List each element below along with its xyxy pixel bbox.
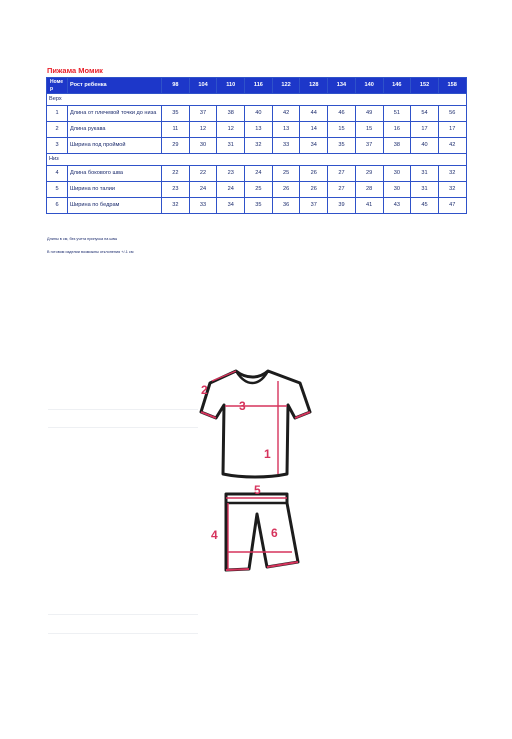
header-height: Рост ребенка xyxy=(68,78,162,94)
header-size: 158 xyxy=(438,78,466,94)
table-cell: 24 xyxy=(217,182,245,198)
table-cell: 46 xyxy=(328,106,356,122)
table-cell: 34 xyxy=(217,198,245,214)
row-number: 1 xyxy=(47,106,68,122)
table-cell: 11 xyxy=(162,122,190,138)
header-size: 122 xyxy=(272,78,300,94)
section-name: Верх xyxy=(47,94,467,106)
table-cell: 15 xyxy=(355,122,383,138)
table-cell: 51 xyxy=(383,106,411,122)
header-size: 152 xyxy=(411,78,439,94)
table-cell: 37 xyxy=(355,138,383,154)
table-cell: 32 xyxy=(245,138,273,154)
table-cell: 17 xyxy=(438,122,466,138)
table-cell: 28 xyxy=(355,182,383,198)
table-cell: 24 xyxy=(245,166,273,182)
table-cell: 29 xyxy=(162,138,190,154)
row-number: 6 xyxy=(47,198,68,214)
table-cell: 16 xyxy=(383,122,411,138)
table-cell: 13 xyxy=(245,122,273,138)
table-cell: 25 xyxy=(272,166,300,182)
table-cell: 40 xyxy=(245,106,273,122)
table-cell: 56 xyxy=(438,106,466,122)
table-cell: 31 xyxy=(217,138,245,154)
row-number: 4 xyxy=(47,166,68,182)
table-cell: 47 xyxy=(438,198,466,214)
table-cell: 30 xyxy=(189,138,217,154)
table-cell: 22 xyxy=(162,166,190,182)
table-cell: 33 xyxy=(189,198,217,214)
note-units: Длины в см, без учета припуска на швы xyxy=(47,237,118,241)
table-cell: 24 xyxy=(189,182,217,198)
table-cell: 14 xyxy=(300,122,328,138)
table-cell: 40 xyxy=(411,138,439,154)
table-cell: 49 xyxy=(355,106,383,122)
table-cell: 44 xyxy=(300,106,328,122)
table-cell: 37 xyxy=(189,106,217,122)
table-cell: 39 xyxy=(328,198,356,214)
table-cell: 26 xyxy=(300,182,328,198)
table-cell: 31 xyxy=(411,182,439,198)
table-cell: 27 xyxy=(328,182,356,198)
table-cell: 32 xyxy=(438,182,466,198)
table-cell: 30 xyxy=(383,166,411,182)
table-cell: 41 xyxy=(355,198,383,214)
row-label: Длина бокового шва xyxy=(68,166,162,182)
table-cell: 26 xyxy=(300,166,328,182)
table-cell: 12 xyxy=(217,122,245,138)
note-tolerance: В готовом изделии возможны отклонения +/-1 см xyxy=(47,250,134,254)
tshirt-outline-icon xyxy=(201,371,310,477)
table-cell: 17 xyxy=(411,122,439,138)
header-size: 104 xyxy=(189,78,217,94)
header-number: Номе р xyxy=(47,78,68,94)
table-cell: 22 xyxy=(189,166,217,182)
row-label: Ширина под проймой xyxy=(68,138,162,154)
table-cell: 32 xyxy=(162,198,190,214)
table-cell: 42 xyxy=(438,138,466,154)
table-cell: 23 xyxy=(217,166,245,182)
row-label: Ширина по бедрам xyxy=(68,198,162,214)
marker-5: 5 xyxy=(254,483,261,497)
table-cell: 23 xyxy=(162,182,190,198)
marker-3: 3 xyxy=(239,399,246,413)
table-cell: 29 xyxy=(355,166,383,182)
marker-1: 1 xyxy=(264,447,271,461)
row-label: Длина рукава xyxy=(68,122,162,138)
table-cell: 25 xyxy=(245,182,273,198)
table-cell: 42 xyxy=(272,106,300,122)
row-number: 5 xyxy=(47,182,68,198)
header-size: 128 xyxy=(300,78,328,94)
marker-2: 2 xyxy=(201,383,208,397)
header-size: 134 xyxy=(328,78,356,94)
table-cell: 38 xyxy=(383,138,411,154)
table-cell: 35 xyxy=(162,106,190,122)
table-cell: 12 xyxy=(189,122,217,138)
table-cell: 54 xyxy=(411,106,439,122)
document-title: Пижама Момик xyxy=(47,66,103,75)
table-cell: 34 xyxy=(300,138,328,154)
table-cell: 37 xyxy=(300,198,328,214)
header-size: 146 xyxy=(383,78,411,94)
shorts-outline-icon xyxy=(226,494,298,570)
header-size: 110 xyxy=(217,78,245,94)
table-cell: 35 xyxy=(245,198,273,214)
marker-6: 6 xyxy=(271,526,278,540)
table-cell: 33 xyxy=(272,138,300,154)
table-cell: 38 xyxy=(217,106,245,122)
table-cell: 36 xyxy=(272,198,300,214)
table-cell: 32 xyxy=(438,166,466,182)
table-cell: 45 xyxy=(411,198,439,214)
row-number: 3 xyxy=(47,138,68,154)
table-cell: 43 xyxy=(383,198,411,214)
table-cell: 27 xyxy=(328,166,356,182)
table-cell: 26 xyxy=(272,182,300,198)
header-size: 116 xyxy=(245,78,273,94)
row-label: Ширина по талии xyxy=(68,182,162,198)
header-size: 140 xyxy=(355,78,383,94)
table-cell: 31 xyxy=(411,166,439,182)
table-cell: 35 xyxy=(328,138,356,154)
header-size: 98 xyxy=(162,78,190,94)
table-cell: 30 xyxy=(383,182,411,198)
table-cell: 13 xyxy=(272,122,300,138)
row-number: 2 xyxy=(47,122,68,138)
row-label: Длина от плечевой точки до низа xyxy=(68,106,162,122)
table-cell: 15 xyxy=(328,122,356,138)
section-name: Низ xyxy=(47,154,467,166)
marker-4: 4 xyxy=(211,528,218,542)
